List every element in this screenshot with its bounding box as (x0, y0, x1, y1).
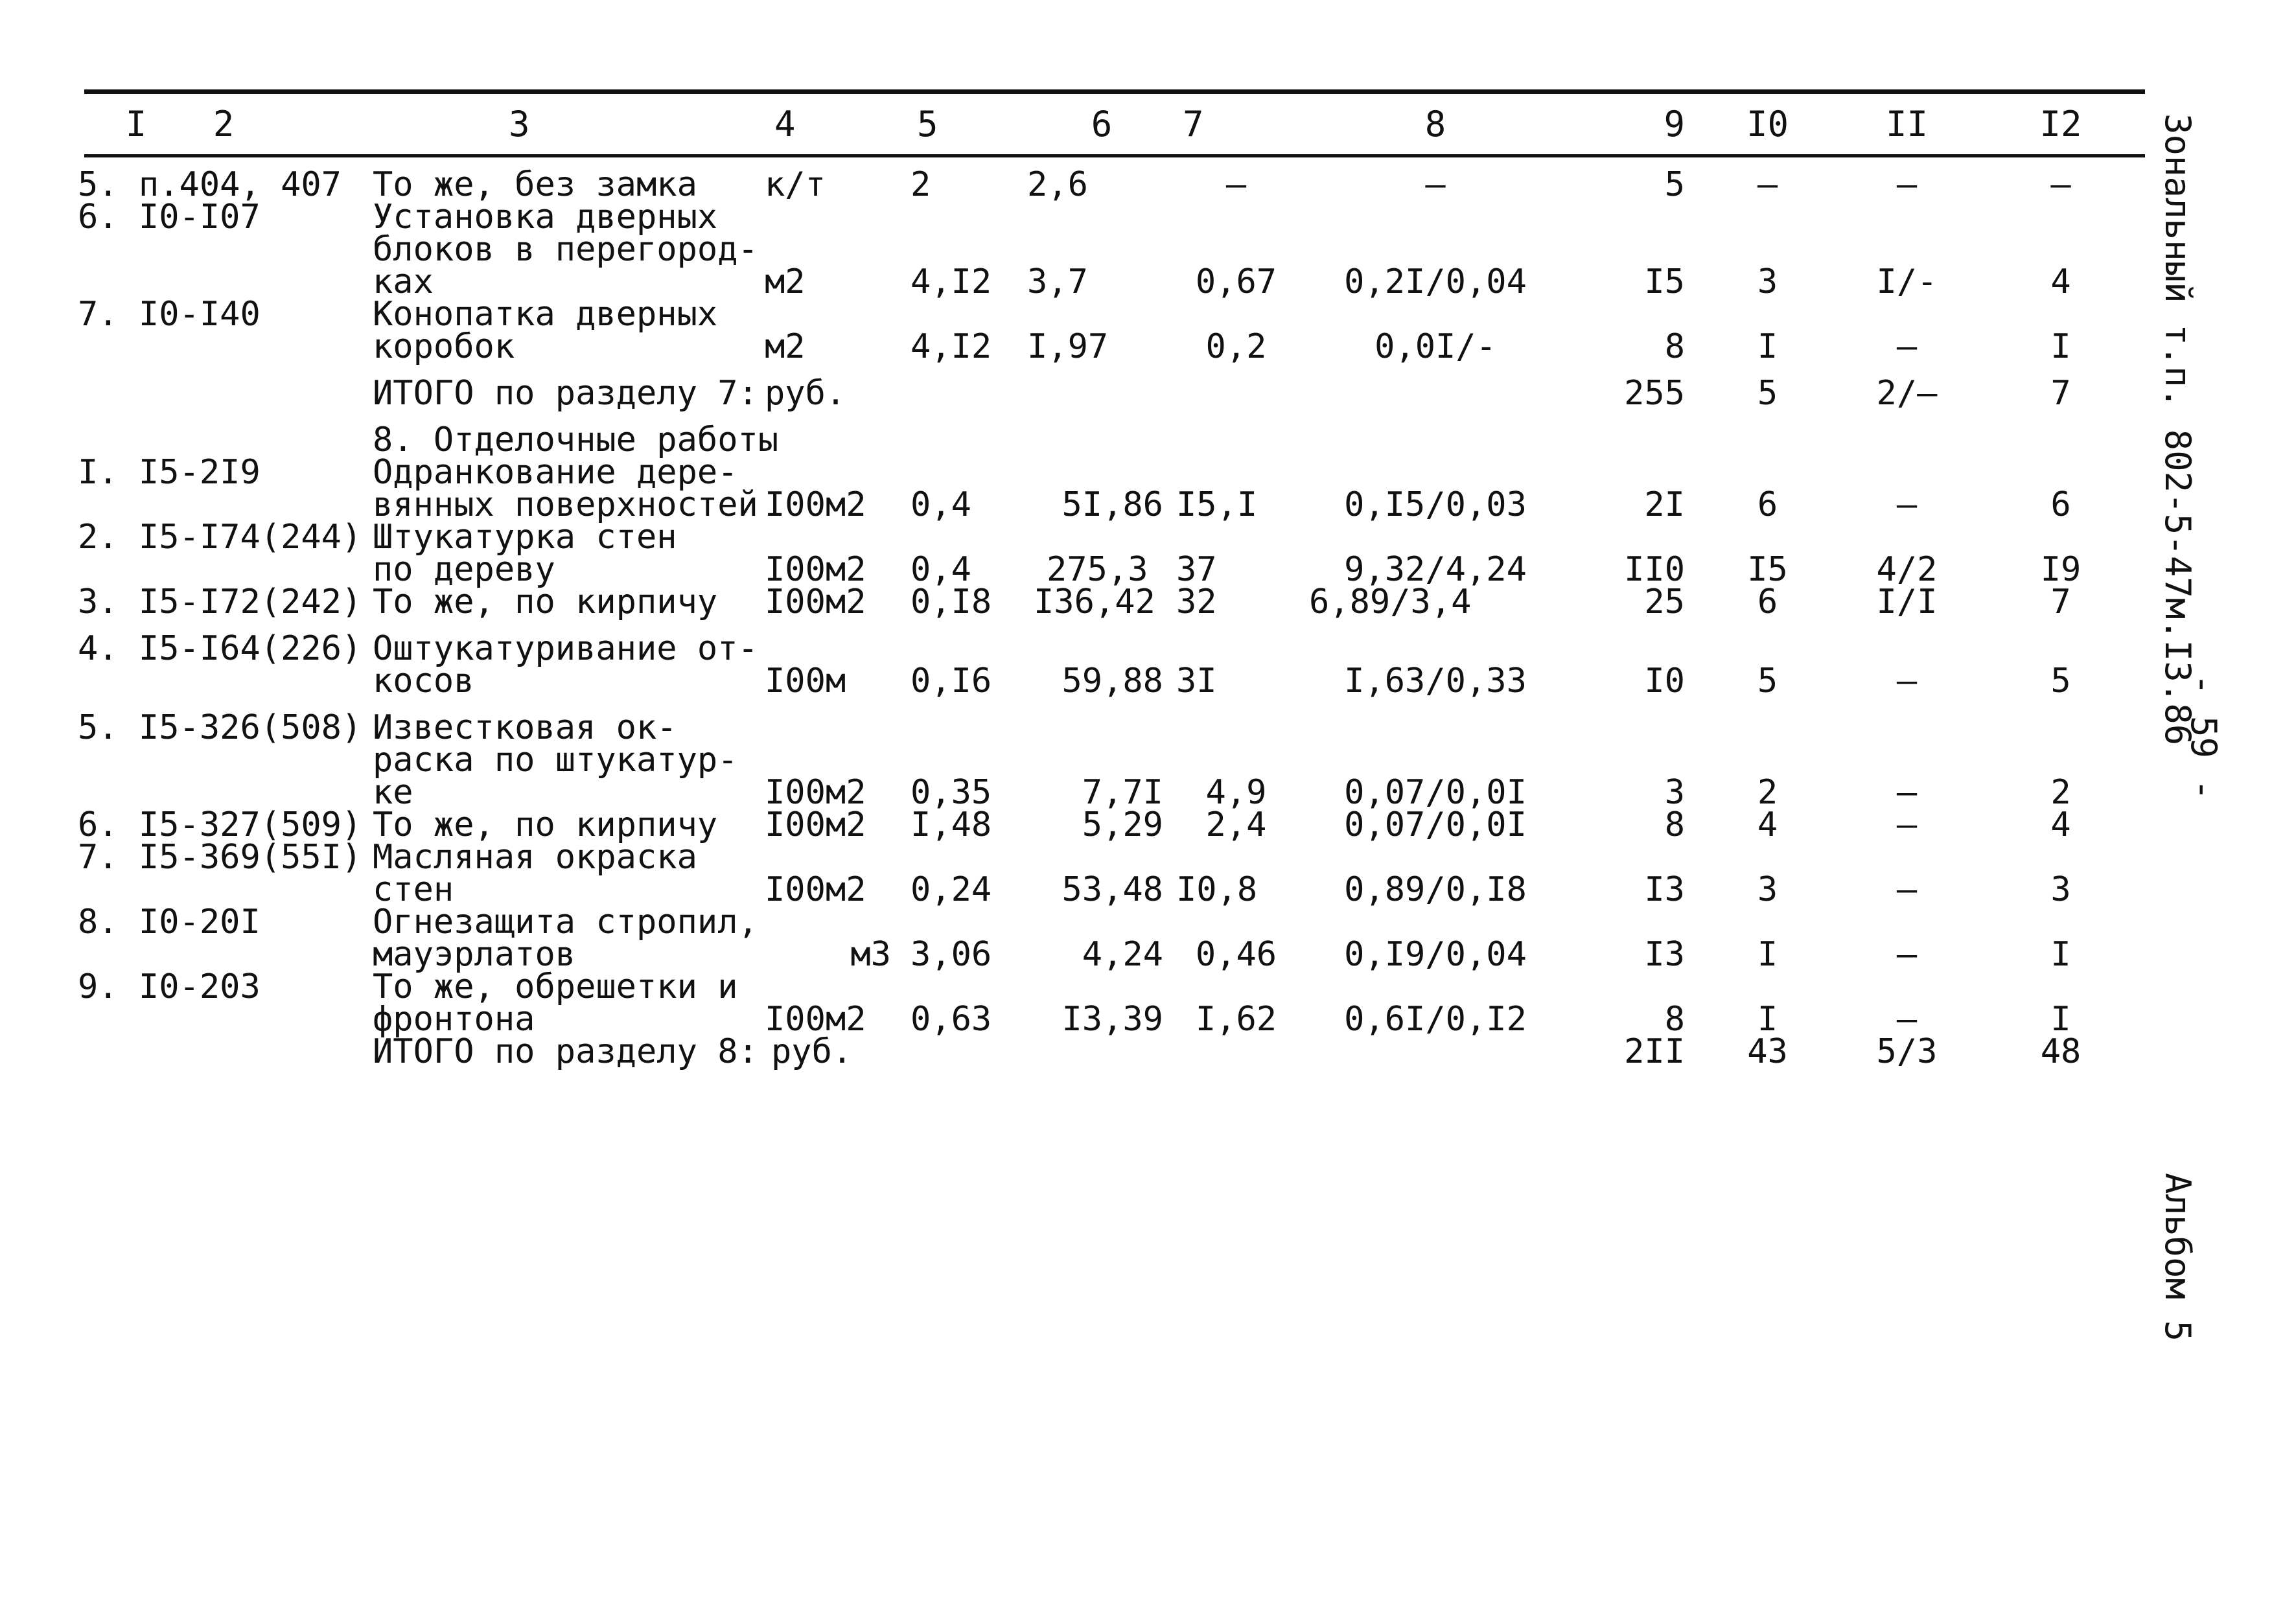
col-10: 4 (1757, 805, 1778, 844)
header-col-7: 7 (1183, 103, 1204, 145)
work-name: Известковая ок- раска по штукатур- ке (373, 708, 738, 812)
col-8: 0,0I/- (1374, 327, 1496, 366)
unit: I00м2 (765, 870, 866, 909)
quantity: 2 (910, 165, 931, 204)
unit-cost: 59,88 (1061, 662, 1163, 700)
col-7: 0,46 (1195, 935, 1277, 974)
col-8: 0,I5/0,03 (1344, 485, 1527, 524)
col-8: 0,07/0,0I (1344, 773, 1527, 812)
col-9: 8 (1664, 327, 1685, 366)
unit: м2 (765, 327, 806, 366)
item-code: 9. I0-203 (78, 967, 261, 1006)
col-9: 8 (1664, 1000, 1685, 1039)
col-12: – (2050, 165, 2071, 204)
header-col-1: I (125, 103, 147, 145)
total-label: ИТОГО по разделу 8: (373, 1032, 758, 1071)
section-7-total-row (78, 363, 2139, 410)
col-12: 6 (2050, 485, 2071, 524)
col-12: I (2050, 327, 2071, 366)
table-row (78, 697, 2139, 809)
work-name: То же, по кирпичу (373, 583, 718, 621)
col-10: I5 (1747, 550, 1788, 589)
col-12: 4 (2050, 805, 2071, 844)
column-number-header (78, 94, 2139, 154)
work-name: Установка дверных блоков в перегород- ках (373, 198, 758, 301)
col-11: I/I (1876, 583, 1938, 621)
col-7: 37 (1176, 550, 1217, 589)
col-12: I (2050, 1000, 2071, 1039)
section-8-heading-row (78, 410, 2139, 456)
total-col-12: 7 (2050, 374, 2071, 413)
item-code: 3. I5-I72(242) (78, 583, 362, 621)
quantity: 0,24 (910, 870, 992, 909)
unit: м2 (765, 262, 806, 301)
col-8: 0,6I/0,I2 (1344, 1000, 1527, 1039)
unit: I00м2 (765, 550, 866, 589)
col-11: – (1896, 1000, 1918, 1039)
col-8: I,63/0,33 (1344, 662, 1527, 700)
unit-cost: I3,39 (1061, 1000, 1163, 1039)
col-11: – (1896, 327, 1918, 366)
total-col-10: 5 (1757, 374, 1778, 413)
item-code: 8. I0-20I (78, 903, 261, 942)
item-code: I. I5-2I9 (78, 453, 261, 492)
header-col-3: 3 (509, 103, 530, 145)
quantity: 0,4 (910, 485, 971, 524)
table-row (78, 841, 2139, 906)
unit-cost: 2,6 (1027, 165, 1088, 204)
quantity: 3,06 (910, 935, 992, 974)
quantity: 4,I2 (910, 262, 992, 301)
header-col-4: 4 (774, 103, 796, 145)
col-9: 2I (1644, 485, 1685, 524)
unit-cost: 7,7I (1082, 773, 1163, 812)
item-code: 5. п.404, 407 (78, 165, 342, 204)
col-7: I0,8 (1176, 870, 1258, 909)
col-11: – (1896, 662, 1918, 700)
work-name: Оштукатуривание от- косов (373, 629, 758, 700)
unit: I00м (765, 662, 846, 700)
col-10: 3 (1757, 870, 1778, 909)
header-col-11: II (1885, 103, 1929, 145)
table-row (78, 456, 2139, 521)
header-col-6: 6 (1091, 103, 1113, 145)
col-8: 6,89/3,4 (1309, 583, 1472, 621)
col-11: – (1896, 773, 1918, 812)
col-7: 32 (1176, 583, 1217, 621)
col-9: I3 (1644, 935, 1685, 974)
col-8: 9,32/4,24 (1344, 550, 1527, 589)
col-7: 0,67 (1195, 262, 1277, 301)
total-col-9: 2II (1624, 1032, 1685, 1071)
col-12: I (2050, 935, 2071, 974)
work-name: Огнезащита стропил, мауэрлатов (373, 903, 758, 974)
col-11: – (1896, 870, 1918, 909)
col-10: I (1757, 327, 1778, 366)
col-7: 0,2 (1205, 327, 1267, 366)
col-7: 4,9 (1205, 773, 1267, 812)
work-name: То же, обрешетки и фронтона (373, 967, 738, 1039)
total-col-11: 2/– (1876, 374, 1938, 413)
section-8-total-row (78, 1035, 2139, 1068)
item-code: 4. I5-I64(226) (78, 629, 362, 668)
col-8: 0,I9/0,04 (1344, 935, 1527, 974)
side-page-number: - 59 - (2183, 674, 2224, 801)
col-7: I,62 (1195, 1000, 1277, 1039)
col-10: I (1757, 935, 1778, 974)
side-album-label: Альбом 5 (2157, 1173, 2198, 1342)
quantity: 0,63 (910, 1000, 992, 1039)
unit: м3 (850, 935, 891, 974)
total-label: ИТОГО по разделу 7: (373, 374, 758, 413)
quantity: I,48 (910, 805, 992, 844)
col-10: I (1757, 1000, 1778, 1039)
header-cell (78, 94, 373, 154)
col-12: 2 (2050, 773, 2071, 812)
col-9: 5 (1664, 165, 1685, 204)
work-name: То же, по кирпичу (373, 805, 718, 844)
col-10: 3 (1757, 262, 1778, 301)
total-col-10: 43 (1747, 1032, 1788, 1071)
table-row (78, 971, 2139, 1035)
col-8: – (1425, 165, 1446, 204)
quantity: 0,I8 (910, 583, 992, 621)
estimate-table (78, 94, 2139, 1071)
col-11: – (1896, 805, 1918, 844)
unit-cost: I,97 (1027, 327, 1109, 366)
col-12: 5 (2050, 662, 2071, 700)
header-col-8: 8 (1424, 103, 1446, 145)
table-row (78, 298, 2139, 363)
unit: I00м2 (765, 805, 866, 844)
work-name: Масляная окраска стен (373, 838, 697, 909)
col-12: I9 (2040, 550, 2081, 589)
section-heading: 8. Отделочные работы (373, 421, 779, 459)
col-8: 0,89/0,I8 (1344, 870, 1527, 909)
col-10: – (1757, 165, 1778, 204)
total-unit: руб. (771, 1032, 853, 1071)
col-9: 3 (1664, 773, 1685, 812)
quantity: 0,I6 (910, 662, 992, 700)
unit-cost: 4,24 (1082, 935, 1163, 974)
col-11: I/- (1876, 262, 1938, 301)
header-col-12: I2 (2039, 103, 2082, 145)
work-name: Одранкование дере- вянных поверхностей (373, 453, 758, 524)
col-12: 3 (2050, 870, 2071, 909)
col-12: 4 (2050, 262, 2071, 301)
table-row (78, 906, 2139, 971)
unit-cost: 5I,86 (1061, 485, 1163, 524)
item-code: 7. I5-369(55I) (78, 838, 362, 877)
col-11: 4/2 (1876, 550, 1938, 589)
col-9: I3 (1644, 870, 1685, 909)
header-col-5: 5 (917, 103, 938, 145)
work-name: Конопатка дверных коробок (373, 295, 718, 366)
table-row (78, 201, 2139, 298)
col-7: 2,4 (1205, 805, 1267, 844)
col-10: 6 (1757, 583, 1778, 621)
col-10: 5 (1757, 662, 1778, 700)
total-col-12: 48 (2040, 1032, 2081, 1071)
col-8: 0,07/0,0I (1344, 805, 1527, 844)
header-col-10: I0 (1746, 103, 1789, 145)
item-code: 6. I0-I07 (78, 198, 261, 237)
item-code: 6. I5-327(509) (78, 805, 362, 844)
col-12: 7 (2050, 583, 2071, 621)
quantity: 0,4 (910, 550, 971, 589)
table-row (78, 809, 2139, 841)
item-code: 7. I0-I40 (78, 295, 261, 334)
col-9: 25 (1644, 583, 1685, 621)
col-9: 8 (1664, 805, 1685, 844)
item-code: 5. I5-326(508) (78, 708, 362, 747)
table-row (78, 586, 2139, 618)
col-10: 6 (1757, 485, 1778, 524)
total-col-9: 255 (1624, 374, 1685, 413)
col-9: I5 (1644, 262, 1685, 301)
quantity: 0,35 (910, 773, 992, 812)
header-col-9: 9 (1664, 103, 1685, 145)
table-row (78, 618, 2139, 697)
unit-cost: 275,3 (1047, 550, 1148, 589)
col-9: I0 (1644, 662, 1685, 700)
unit: I00м2 (765, 583, 866, 621)
unit-cost: I36,42 (1034, 583, 1155, 621)
unit: к/т (765, 165, 826, 204)
col-9: II0 (1624, 550, 1685, 589)
unit: I00м2 (765, 1000, 866, 1039)
quantity: 4,I2 (910, 327, 992, 366)
unit-cost: 3,7 (1027, 262, 1088, 301)
unit: I00м2 (765, 773, 866, 812)
col-11: – (1896, 165, 1918, 204)
top-rule (84, 89, 2145, 94)
work-name: Штукатурка стен по дереву (373, 518, 677, 589)
col-7: I5,I (1176, 485, 1258, 524)
col-7: – (1225, 165, 1247, 204)
header-col-2: 2 (213, 103, 235, 145)
col-8: 0,2I/0,04 (1344, 262, 1527, 301)
table-row (78, 521, 2139, 586)
total-unit: руб. (765, 374, 846, 413)
unit: I00м2 (765, 485, 866, 524)
col-11: – (1896, 485, 1918, 524)
total-col-11: 5/3 (1876, 1032, 1938, 1071)
col-7: 3I (1176, 662, 1217, 700)
unit-cost: 5,29 (1082, 805, 1163, 844)
col-10: 2 (1757, 773, 1778, 812)
item-code: 2. I5-I74(244) (78, 518, 362, 557)
unit-cost: 53,48 (1061, 870, 1163, 909)
col-11: – (1896, 935, 1918, 974)
work-name: То же, без замка (373, 165, 697, 204)
table-row (78, 154, 2139, 201)
side-document-code: Зональный т.п. 802-5-47м.I3.86 (2157, 113, 2198, 746)
